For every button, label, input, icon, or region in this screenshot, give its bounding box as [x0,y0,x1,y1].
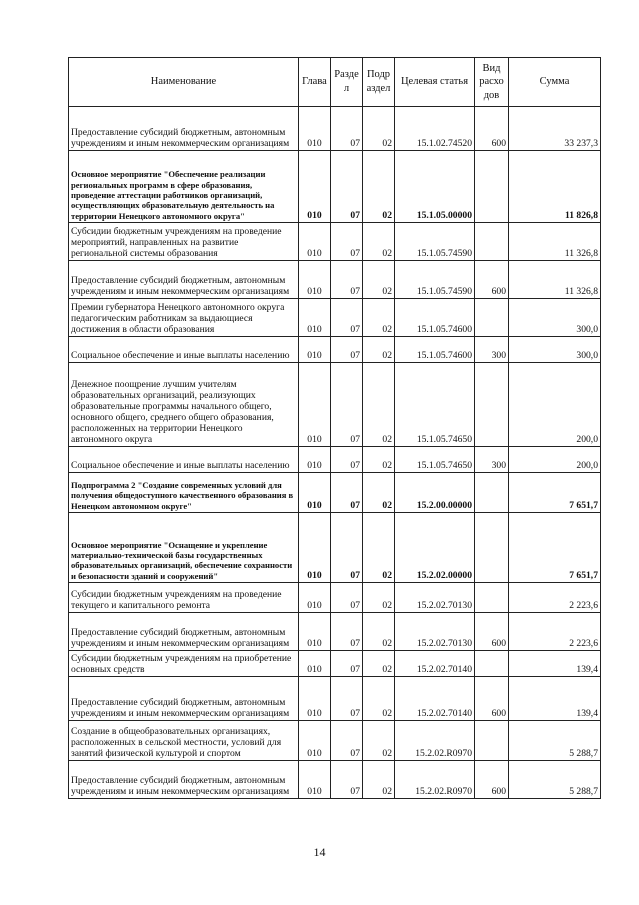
table-row [69,107,601,151]
cell-chapter: 010 [299,299,331,337]
cell-target: 15.1.05.00000 [395,151,475,223]
cell-sum: 2 223,6 [509,613,601,651]
table-row [69,761,601,799]
cell-kind: 600 [475,613,509,651]
cell-section: 07 [331,677,363,721]
cell-subsection: 02 [363,513,395,583]
cell-kind [475,513,509,583]
cell-kind: 300 [475,447,509,473]
cell-subsection: 02 [363,651,395,677]
cell-chapter: 010 [299,447,331,473]
cell-name: Социальное обеспечение и иные выплаты населению [69,337,299,363]
table-row [69,151,601,223]
cell-target: 15.2.02.R0970 [395,761,475,799]
header-sum: Сумма [509,58,601,107]
cell-target: 15.1.02.74520 [395,107,475,151]
cell-name: Предоставление субсидий бюджетным, автономным учреждениям и иным некоммерческим организациям [69,261,299,299]
header-target: Целевая статья [395,58,475,107]
cell-name: Субсидии бюджетным учреждениям на приобретение основных средств [69,651,299,677]
cell-target: 15.2.02.70140 [395,651,475,677]
cell-kind [475,583,509,613]
cell-target: 15.1.05.74600 [395,299,475,337]
cell-kind: 300 [475,337,509,363]
cell-target: 15.2.02.70130 [395,583,475,613]
table-row [69,363,601,447]
header-chapter: Глава [299,58,331,107]
cell-chapter: 010 [299,651,331,677]
cell-name: Субсидии бюджетным учреждениям на проведение мероприятий, направленных на развитие региональной системы образования [69,223,299,261]
cell-section: 07 [331,513,363,583]
cell-kind [475,473,509,513]
cell-target: 15.2.00.00000 [395,473,475,513]
cell-subsection: 02 [363,151,395,223]
cell-target: 15.1.05.74600 [395,337,475,363]
page-number: 14 [313,845,326,859]
cell-section: 07 [331,107,363,151]
header-row [69,58,601,107]
cell-sum: 300,0 [509,299,601,337]
cell-target: 15.1.05.74650 [395,363,475,447]
cell-sum: 200,0 [509,447,601,473]
cell-subsection: 02 [363,677,395,721]
cell-section: 07 [331,363,363,447]
table-body [69,107,601,799]
header-subsection: Подр аздел [363,58,395,107]
cell-section: 07 [331,151,363,223]
cell-name: Социальное обеспечение и иные выплаты населению [69,447,299,473]
cell-name: Предоставление субсидий бюджетным, автономным учреждениям и иным некоммерческим организациям [69,613,299,651]
cell-name: Предоставление субсидий бюджетным, автономным учреждениям и иным некоммерческим организациям [69,677,299,721]
cell-kind: 600 [475,761,509,799]
cell-kind [475,721,509,761]
table-row [69,223,601,261]
cell-name: Предоставление субсидий бюджетным, автономным учреждениям и иным некоммерческим организациям [69,107,299,151]
cell-sum: 200,0 [509,363,601,447]
cell-target: 15.2.02.70130 [395,613,475,651]
cell-chapter: 010 [299,677,331,721]
cell-sum: 7 651,7 [509,473,601,513]
cell-chapter: 010 [299,761,331,799]
table-row [69,677,601,721]
cell-section: 07 [331,473,363,513]
table-row [69,337,601,363]
cell-sum: 33 237,3 [509,107,601,151]
cell-subsection: 02 [363,223,395,261]
header-kind: Вид расхо дов [475,58,509,107]
cell-sum: 7 651,7 [509,513,601,583]
cell-section: 07 [331,761,363,799]
cell-subsection: 02 [363,299,395,337]
header-name: Наименование [69,58,299,107]
cell-chapter: 010 [299,583,331,613]
table-row [69,473,601,513]
cell-section: 07 [331,337,363,363]
cell-sum: 139,4 [509,651,601,677]
cell-section: 07 [331,583,363,613]
cell-kind: 600 [475,107,509,151]
table-row [69,651,601,677]
cell-chapter: 010 [299,261,331,299]
cell-target: 15.1.05.74590 [395,261,475,299]
cell-section: 07 [331,447,363,473]
cell-kind [475,151,509,223]
cell-sum: 139,4 [509,677,601,721]
cell-subsection: 02 [363,337,395,363]
table-row [69,613,601,651]
cell-chapter: 010 [299,473,331,513]
cell-kind [475,363,509,447]
cell-target: 15.1.05.74650 [395,447,475,473]
cell-chapter: 010 [299,337,331,363]
cell-section: 07 [331,721,363,761]
cell-name: Денежное поощрение лучшим учителям образовательных организаций, реализующих образовательные программы начального общего, основного общего, среднего общего образования, расположенных на территории Ненецкого автономного округа [69,363,299,447]
table-row [69,583,601,613]
cell-section: 07 [331,299,363,337]
cell-kind: 600 [475,261,509,299]
cell-section: 07 [331,223,363,261]
cell-subsection: 02 [363,583,395,613]
cell-chapter: 010 [299,151,331,223]
cell-kind [475,223,509,261]
cell-sum: 5 288,7 [509,761,601,799]
cell-name: Премии губернатора Ненецкого автономного округа педагогическим работникам за выдающиеся достижения в области образования [69,299,299,337]
table-row [69,299,601,337]
cell-subsection: 02 [363,473,395,513]
cell-chapter: 010 [299,223,331,261]
cell-subsection: 02 [363,261,395,299]
cell-kind [475,299,509,337]
table-row [69,447,601,473]
table-row [69,721,601,761]
cell-target: 15.2.02.70140 [395,677,475,721]
cell-name: Субсидии бюджетным учреждениям на проведение текущего и капитального ремонта [69,583,299,613]
table-row [69,513,601,583]
cell-target: 15.2.02.R0970 [395,721,475,761]
cell-kind [475,651,509,677]
cell-name: Основное мероприятие "Оснащение и укрепление материально-технической базы государственных образовательных организаций, обеспечение сохранности и безопасности зданий и сооружений" [69,513,299,583]
cell-chapter: 010 [299,363,331,447]
cell-subsection: 02 [363,447,395,473]
cell-subsection: 02 [363,107,395,151]
cell-target: 15.1.05.74590 [395,223,475,261]
table-row [69,261,601,299]
cell-subsection: 02 [363,363,395,447]
cell-subsection: 02 [363,613,395,651]
header-section: Разде л [331,58,363,107]
cell-section: 07 [331,651,363,677]
budget-table [68,57,601,799]
cell-chapter: 010 [299,107,331,151]
cell-name: Предоставление субсидий бюджетным, автономным учреждениям и иным некоммерческим организациям [69,761,299,799]
cell-section: 07 [331,261,363,299]
cell-target: 15.2.02.00000 [395,513,475,583]
cell-chapter: 010 [299,513,331,583]
cell-sum: 2 223,6 [509,583,601,613]
cell-subsection: 02 [363,761,395,799]
cell-sum: 300,0 [509,337,601,363]
cell-kind: 600 [475,677,509,721]
cell-name: Создание в общеобразовательных организациях, расположенных в сельской местности, условий для занятий физической культурой и спортом [69,721,299,761]
cell-name: Подпрограмма 2 "Создание современных условий для получения общедоступного качественного образования в Ненецком автономном округе" [69,473,299,513]
cell-name: Основное мероприятие "Обеспечение реализации региональных программ в сфере образования, проведение аттестации работников организаций, осуществляющих образовательную деятельность на территории Ненецкого автономного округа" [69,151,299,223]
cell-section: 07 [331,613,363,651]
cell-sum: 5 288,7 [509,721,601,761]
cell-subsection: 02 [363,721,395,761]
cell-chapter: 010 [299,613,331,651]
cell-sum: 11 326,8 [509,223,601,261]
cell-sum: 11 826,8 [509,151,601,223]
cell-sum: 11 326,8 [509,261,601,299]
cell-chapter: 010 [299,721,331,761]
